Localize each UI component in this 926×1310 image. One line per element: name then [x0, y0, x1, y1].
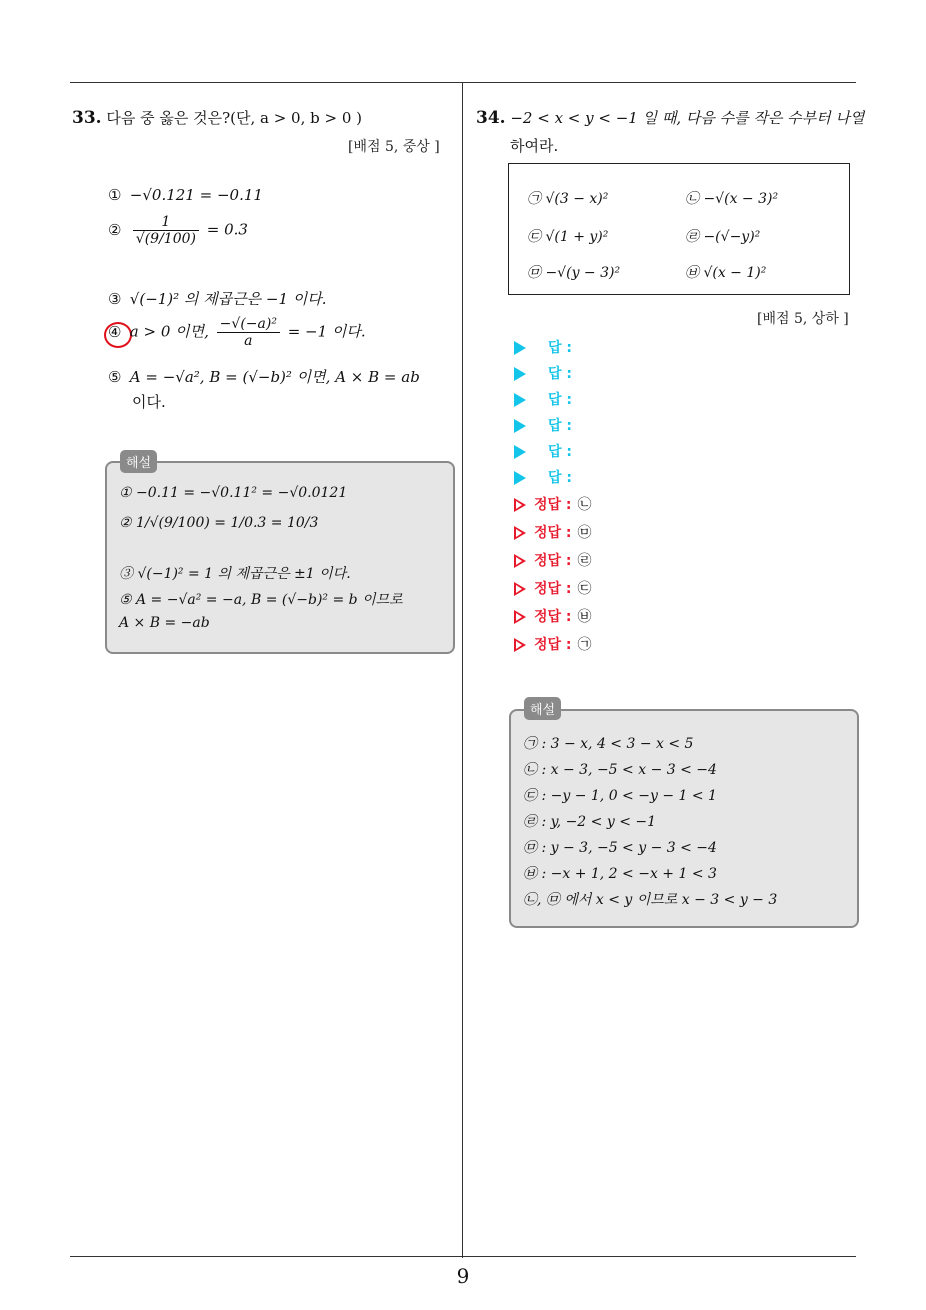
arrow-icon: [514, 419, 526, 433]
answer-blank-2[interactable]: 답 :: [514, 363, 572, 383]
q34-item: ㉤ −√(y − 3)²: [527, 265, 621, 281]
q33-number: 33.: [72, 108, 102, 128]
arrow-icon: [514, 445, 526, 459]
solution-line: ㉡, ㉤ 에서 x < y 이므로 x − 3 < y − 3: [523, 892, 778, 908]
solution-line: ㉡ : x − 3, −5 < x − 3 < −4: [523, 762, 717, 778]
q34-items-box: [508, 163, 850, 295]
answer-blank-3[interactable]: 답 :: [514, 389, 572, 409]
correct-answer-1: 정답 : ㉡: [514, 494, 592, 514]
outline-arrow-icon: [514, 498, 526, 512]
q34-item: ㉡ −√(x − 3)²: [685, 191, 779, 207]
solution-line: ㉥ : −x + 1, 2 < −x + 1 < 3: [523, 866, 717, 882]
q34-number: 34.: [476, 108, 506, 128]
outline-arrow-icon: [514, 554, 526, 568]
outline-arrow-icon: [514, 610, 526, 624]
q33-meta: [배점 5, 중상 ]: [348, 139, 440, 155]
answer-blank-6[interactable]: 답 :: [514, 467, 572, 487]
correct-answer-6: 정답 : ㉠: [514, 634, 592, 654]
answer-blank-4[interactable]: 답 :: [514, 415, 572, 435]
q34-item: ㉣ −(√−y)²: [685, 229, 761, 245]
bottom-rule: [70, 1256, 856, 1257]
arrow-icon: [514, 367, 526, 381]
q33-option-1[interactable]: ① −√0.121 = −0.11: [108, 186, 263, 204]
q33-option-4[interactable]: ④ a > 0 이면, $\frac{\text{−√(−a)²}}{a}$ = −1 이다.: [108, 316, 366, 349]
outline-arrow-icon: [514, 638, 526, 652]
q34-item: ㉠ √(3 − x)²: [527, 191, 609, 207]
solution-tag-34: 해설: [524, 697, 561, 720]
answer-blank-5[interactable]: 답 :: [514, 441, 572, 461]
arrow-icon: [514, 471, 526, 485]
correct-answer-4: 정답 : ㉢: [514, 578, 592, 598]
q34-question-line2: 하여라.: [510, 137, 559, 155]
correct-answer-5: 정답 : ㉥: [514, 606, 592, 626]
fraction: $\frac{1}{√(9/100)}$: [133, 214, 199, 247]
column-divider: [462, 82, 463, 1258]
solution-line: ㉣ : y, −2 < y < −1: [523, 814, 657, 830]
solution-line: ㉠ : 3 − x, 4 < 3 − x < 5: [523, 736, 694, 752]
q34-meta: [배점 5, 상하 ]: [757, 311, 849, 327]
top-rule: [70, 82, 856, 83]
solution-line: ③ √(−1)² = 1 의 제곱근은 ±1 이다.: [119, 566, 351, 582]
q33-question: 다음 중 옳은 것은?(단, a > 0, b > 0 ): [106, 109, 363, 127]
solution-line: ⑤ A = −√a² = −a, B = (√−b)² = b 이므로: [119, 592, 403, 608]
q33-option-5[interactable]: ⑤ A = −√a², B = (√−b)² 이면, A × B = ab: [108, 368, 420, 386]
solution-tag-33: 해설: [120, 450, 157, 473]
q34-item: ㉥ √(x − 1)²: [685, 265, 767, 281]
solution-box-33: [105, 461, 455, 654]
arrow-icon: [514, 341, 526, 355]
answer-blank-1[interactable]: 답 :: [514, 337, 572, 357]
solution-line: ① −0.11 = −√0.11² = −√0.0121: [119, 485, 348, 501]
outline-arrow-icon: [514, 582, 526, 596]
q33-option-2[interactable]: ② $\frac{1}{√(9/100)}$ = 0.3: [108, 214, 248, 247]
q33-header: [72, 108, 362, 128]
solution-box-34: [509, 709, 859, 928]
solution-line: ② 1/√(9/100) = 1/0.3 = 10/3: [119, 515, 319, 531]
fraction: $\frac{\text{−√(−a)²}}{a}$: [217, 316, 280, 349]
solution-line: ㉤ : y − 3, −5 < y − 3 < −4: [523, 840, 717, 856]
page-number: 9: [456, 1264, 470, 1288]
correct-answer-2: 정답 : ㉤: [514, 522, 592, 542]
correct-answer-3: 정답 : ㉣: [514, 550, 592, 570]
solution-line: ㉢ : −y − 1, 0 < −y − 1 < 1: [523, 788, 717, 804]
q34-header: [476, 108, 864, 128]
arrow-icon: [514, 393, 526, 407]
q34-question-line1: −2 < x < y < −1 일 때, 다음 수를 작은 수부터 나열: [510, 109, 865, 127]
q33-option-5-cont: 이다.: [132, 393, 166, 411]
solution-line: A × B = −ab: [119, 615, 210, 631]
outline-arrow-icon: [514, 526, 526, 540]
q33-option-3[interactable]: ③ √(−1)² 의 제곱근은 −1 이다.: [108, 290, 327, 308]
q34-item: ㉢ √(1 + y)²: [527, 229, 609, 245]
